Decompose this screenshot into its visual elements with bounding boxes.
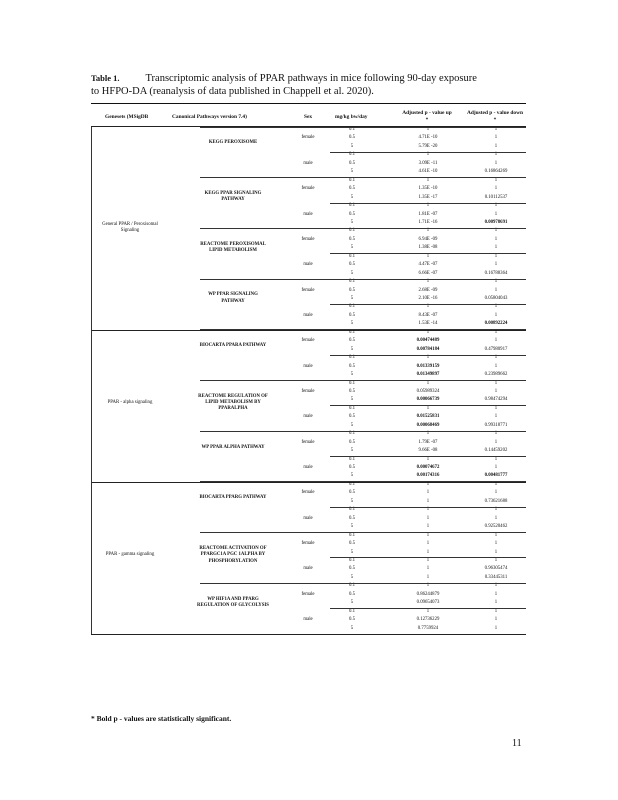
dose-cell: 0.5 xyxy=(349,541,355,547)
adj-p-up-cell: 1 xyxy=(426,566,430,572)
adj-p-down-cell: 1 xyxy=(494,355,498,361)
dose-cell: 5 xyxy=(350,194,354,200)
adj-p-down-cell: 0.00892224 xyxy=(484,321,508,327)
adj-p-up-cell: 1 xyxy=(426,507,430,513)
adj-p-down-cell: 0.00978691 xyxy=(484,219,508,225)
sex-label-female: female xyxy=(301,287,315,293)
adj-p-down-cell: 1 xyxy=(494,279,498,285)
group-name: PPAR - gamma signaling xyxy=(105,551,155,557)
adj-p-up-cell: 0.00074672 xyxy=(416,465,440,470)
pathway-name: BIOCARTA PPARA PATHWAY xyxy=(199,343,267,349)
adj-p-up-cell: 0.00474489 xyxy=(416,338,440,344)
adj-p-down-cell: 1 xyxy=(494,312,498,318)
sex-label-male: male xyxy=(303,566,313,572)
dose-cell: 5 xyxy=(350,625,354,631)
adj-p-up-cell: 1 xyxy=(426,279,430,285)
adj-p-down-cell: 1 xyxy=(494,541,498,547)
dose-cell: 5 xyxy=(350,372,354,378)
dose-cell: 0.1 xyxy=(349,456,355,462)
dose-cell: 0.1 xyxy=(349,329,355,335)
dose-cell: 0.5 xyxy=(349,388,355,394)
header-genesets: Genesets (MSigDB xyxy=(105,114,149,120)
adj-p-up-cell: 1 xyxy=(426,515,430,521)
sex-label-female: female xyxy=(301,591,315,597)
adj-p-down-cell: 1 xyxy=(494,203,498,209)
dose-cell: 0.5 xyxy=(349,515,355,521)
row-divider xyxy=(200,532,526,533)
dose-cell: 0.5 xyxy=(349,414,355,420)
adj-p-down-cell: 1 xyxy=(494,600,498,606)
adj-p-down-cell: 1 xyxy=(494,245,498,251)
adj-p-up-cell: 1 xyxy=(426,541,430,547)
adj-p-down-cell: 1 xyxy=(494,507,498,513)
adj-p-up-cell: 0.05989324 xyxy=(416,388,440,394)
adj-p-up-cell: 1 xyxy=(426,583,430,589)
row-divider xyxy=(200,431,526,432)
dose-cell: 0.1 xyxy=(349,203,355,209)
dose-cell: 5 xyxy=(350,219,354,225)
adj-p-up-cell: 1 xyxy=(426,329,430,335)
adj-p-up-cell: 1 xyxy=(426,498,430,504)
caption-line-1: Transcriptomic analysis of PPAR pathways in mice following 90-day exposure xyxy=(145,73,477,84)
pathway-name: WP PPAR SIGNALING PATHWAY xyxy=(208,292,258,304)
dose-cell: 0.1 xyxy=(349,152,355,158)
dose-cell: 0.1 xyxy=(349,380,355,386)
dose-cell: 0.5 xyxy=(349,566,355,572)
adj-p-down-cell: 1 xyxy=(494,625,498,631)
adj-p-up-cell: 1 xyxy=(426,304,430,310)
dose-cell: 0.5 xyxy=(349,211,355,217)
adj-p-down-cell: 1 xyxy=(494,127,498,132)
row-divider xyxy=(200,127,526,128)
row-divider xyxy=(330,355,526,356)
dose-cell: 0.1 xyxy=(349,431,355,437)
sex-label-female: female xyxy=(301,541,315,547)
dose-cell: 0.5 xyxy=(349,186,355,192)
adj-p-down-cell: 0.99318771 xyxy=(484,422,508,428)
row-divider xyxy=(200,329,526,330)
row-divider xyxy=(330,304,526,305)
sex-label-female: female xyxy=(301,439,315,445)
adj-p-down-cell: 1 xyxy=(494,177,498,183)
adj-p-down-cell: 1 xyxy=(494,414,498,420)
adj-p-down-cell: 1 xyxy=(494,304,498,310)
dose-cell: 0.5 xyxy=(349,617,355,623)
adj-p-down-cell: 0.16864269 xyxy=(484,169,508,175)
adj-p-up-cell: 2.68E -09 xyxy=(418,287,438,293)
adj-p-down-cell: 1 xyxy=(494,465,498,470)
dose-cell: 0.1 xyxy=(349,304,355,310)
row-divider xyxy=(200,380,526,381)
dose-cell: 5 xyxy=(350,574,354,580)
page-number: 11 xyxy=(512,738,522,749)
adj-p-up-cell: 4.71E -10 xyxy=(418,135,438,141)
adj-p-up-cell: 0.00068469 xyxy=(416,422,440,428)
pathway-name: BIOCARTA PPARG PATHWAY xyxy=(199,495,267,501)
adj-p-up-cell: 0.00174316 xyxy=(416,473,440,479)
sex-label-male: male xyxy=(303,312,313,318)
adj-p-up-cell: 0.01525831 xyxy=(416,414,440,420)
adj-p-up-cell: 1 xyxy=(426,557,430,563)
row-divider xyxy=(330,203,526,204)
adj-p-up-cell: 1.35E -17 xyxy=(418,194,438,200)
adj-p-down-cell: 1 xyxy=(494,338,498,344)
sex-label-female: female xyxy=(301,388,315,394)
dose-cell: 5 xyxy=(350,270,354,276)
table-top-rule xyxy=(91,103,526,104)
sex-label-male: male xyxy=(303,262,313,268)
adj-p-up-cell: 1 xyxy=(426,355,430,361)
dose-cell: 5 xyxy=(350,346,354,352)
adj-p-up-cell: 0.12736229 xyxy=(416,617,440,623)
pathway-name: KEGG PPAR SIGNALING PATHWAY xyxy=(204,191,262,203)
dose-cell: 5 xyxy=(350,473,354,479)
adj-p-down-cell: 1 xyxy=(494,211,498,217)
dose-cell: 0.1 xyxy=(349,279,355,285)
sex-label-male: male xyxy=(303,414,313,420)
sex-label-male: male xyxy=(303,363,313,369)
row-divider xyxy=(330,557,526,558)
dose-cell: 0.1 xyxy=(349,177,355,183)
dose-cell: 0.1 xyxy=(349,405,355,411)
adj-p-down-cell: 1 xyxy=(494,363,498,369)
adj-p-down-cell: 1 xyxy=(494,253,498,259)
adj-p-down-cell: 1 xyxy=(494,608,498,614)
adj-p-down-cell: 1 xyxy=(494,515,498,521)
adj-p-down-cell: 0.05804043 xyxy=(484,296,508,301)
adj-p-up-cell: 0.86244879 xyxy=(416,591,440,597)
adj-p-up-cell: 1 xyxy=(426,532,430,538)
dose-cell: 0.1 xyxy=(349,355,355,361)
adj-p-down-cell: 1 xyxy=(494,388,498,394)
dose-cell: 5 xyxy=(350,422,354,428)
adj-p-up-cell: 1 xyxy=(426,549,430,555)
adj-p-up-cell: 1 xyxy=(426,574,430,580)
adj-p-down-cell: 0.00481777 xyxy=(484,473,508,479)
adj-p-up-cell: 0.00784184 xyxy=(416,346,440,352)
dose-cell: 0.1 xyxy=(349,583,355,589)
adj-p-down-cell: 1 xyxy=(494,481,498,487)
adj-p-down-cell: 1 xyxy=(494,549,498,555)
dose-cell: 5 xyxy=(350,549,354,555)
adj-p-down-cell: 0.23989662 xyxy=(484,372,508,378)
dose-cell: 5 xyxy=(350,397,354,403)
sex-label-male: male xyxy=(303,617,313,623)
pathway-name: WP HIF1A AND PPARG REGULATION OF GLYCOLYSIS xyxy=(197,596,269,608)
adj-p-down-cell: 1 xyxy=(494,287,498,293)
adj-p-down-cell: 1 xyxy=(494,380,498,386)
table-label: Table 1. xyxy=(91,73,120,83)
row-divider xyxy=(200,279,526,280)
adj-p-up-cell: 1.38E -08 xyxy=(418,245,438,251)
dose-cell: 0.5 xyxy=(349,262,355,268)
dose-cell: 5 xyxy=(350,245,354,251)
dose-cell: 0.5 xyxy=(349,312,355,318)
adj-p-up-cell: 1 xyxy=(426,490,430,496)
row-divider xyxy=(330,456,526,457)
dose-cell: 0.1 xyxy=(349,507,355,513)
adj-p-up-cell: 6.66E -07 xyxy=(418,270,438,276)
adj-p-up-cell: 1 xyxy=(426,431,430,437)
row-divider xyxy=(200,228,526,229)
adj-p-down-cell: 1 xyxy=(494,583,498,589)
caption-line-2: to HFPO-DA (reanalysis of data published in Chappell et al. 2020). xyxy=(91,86,374,97)
adj-p-down-cell: 0.16788364 xyxy=(484,270,508,276)
header-dose: mg/kg bw/day xyxy=(335,114,368,120)
adj-p-up-cell: 1 xyxy=(426,203,430,209)
header-sex: Sex xyxy=(304,114,313,120)
adj-p-up-cell: 0.00066739 xyxy=(416,397,440,403)
header-pathways: Canonical Pathways version 7.4) xyxy=(172,114,247,120)
dose-cell: 0.5 xyxy=(349,439,355,445)
sex-label-male: male xyxy=(303,515,313,521)
header-adj-p-down: Adjusted p - value down * xyxy=(466,110,523,123)
adj-p-up-cell: 0.01339159 xyxy=(416,363,440,369)
table-left-border xyxy=(91,127,92,634)
adj-p-down-cell: 1 xyxy=(494,490,498,496)
sex-label-female: female xyxy=(301,236,315,242)
row-divider xyxy=(200,481,526,482)
adj-p-up-cell: 0.01349897 xyxy=(416,372,440,378)
adj-p-up-cell: 1.53E -14 xyxy=(418,321,438,327)
adj-p-up-cell: 1 xyxy=(426,380,430,386)
pathway-name: REACTOME ACTIVATION OF PPARGC1A PGC 1ALPHA BY PHOSPHORYLATION xyxy=(199,545,267,564)
adj-p-up-cell: 2.10E -16 xyxy=(418,296,438,301)
row-divider xyxy=(330,405,526,406)
adj-p-down-cell: 1 xyxy=(494,135,498,141)
dose-cell: 0.5 xyxy=(349,135,355,141)
dose-cell: 0.5 xyxy=(349,363,355,369)
dose-cell: 0.1 xyxy=(349,228,355,234)
adj-p-down-cell: 0.73621688 xyxy=(484,498,508,504)
adj-p-up-cell: 1 xyxy=(426,177,430,183)
dose-cell: 5 xyxy=(350,448,354,454)
dose-cell: 0.5 xyxy=(349,236,355,242)
dose-cell: 0.1 xyxy=(349,481,355,487)
adj-p-up-cell: 1 xyxy=(426,253,430,259)
adj-p-down-cell: 1 xyxy=(494,160,498,166)
sex-label-female: female xyxy=(301,186,315,192)
adj-p-up-cell: 9.66E -08 xyxy=(418,448,438,454)
table-caption xyxy=(91,72,521,98)
adj-p-down-cell: 0.47980917 xyxy=(484,346,508,352)
adj-p-down-cell: 1 xyxy=(494,186,498,192)
dose-cell: 0.1 xyxy=(349,532,355,538)
dose-cell: 0.5 xyxy=(349,160,355,166)
adj-p-up-cell: 1 xyxy=(426,456,430,462)
dose-cell: 5 xyxy=(350,169,354,175)
adj-p-down-cell: 1 xyxy=(494,617,498,623)
adj-p-down-cell: 1 xyxy=(494,532,498,538)
footnote: * Bold p - values are statistically significant. xyxy=(91,714,232,723)
adj-p-up-cell: 1.71E -16 xyxy=(418,219,438,225)
adj-p-up-cell: 3.09E -11 xyxy=(418,160,438,166)
adj-p-down-cell: 1 xyxy=(494,431,498,437)
adj-p-up-cell: 1 xyxy=(426,152,430,158)
dose-cell: 0.1 xyxy=(349,127,355,132)
dose-cell: 0.5 xyxy=(349,338,355,344)
row-divider xyxy=(200,583,526,584)
adj-p-down-cell: 1 xyxy=(494,591,498,597)
sex-label-female: female xyxy=(301,490,315,496)
dose-cell: 5 xyxy=(350,600,354,606)
dose-cell: 5 xyxy=(350,321,354,327)
dose-cell: 0.5 xyxy=(349,465,355,470)
adj-p-up-cell: 0.09654073 xyxy=(416,600,440,606)
adj-p-up-cell: 1 xyxy=(426,524,430,530)
adj-p-down-cell: 0.96305474 xyxy=(484,566,508,572)
sex-label-female: female xyxy=(301,338,315,344)
adj-p-up-cell: 4.61E -10 xyxy=(418,169,438,175)
pathway-name: KEGG PEROXISOME xyxy=(208,140,258,146)
group-name: PPAR - alpha signaling xyxy=(107,399,153,405)
row-divider xyxy=(330,152,526,153)
dose-cell: 0.1 xyxy=(349,557,355,563)
adj-p-up-cell: 1 xyxy=(426,228,430,234)
sex-label-male: male xyxy=(303,160,313,166)
sex-label-male: male xyxy=(303,465,313,470)
adj-p-down-cell: 1 xyxy=(494,152,498,158)
adj-p-up-cell: 0.7759924 xyxy=(417,625,439,631)
header-adj-p-up: Adjusted p - value up * xyxy=(402,110,452,123)
adj-p-down-cell: 1 xyxy=(494,557,498,563)
pathway-name: WP PPAR ALPHA PATHWAY xyxy=(201,444,265,450)
adj-p-up-cell: 1 xyxy=(426,481,430,487)
row-divider xyxy=(330,608,526,609)
row-divider xyxy=(200,177,526,178)
dose-cell: 0.5 xyxy=(349,287,355,293)
adj-p-down-cell: 1 xyxy=(494,228,498,234)
row-divider xyxy=(330,253,526,254)
dose-cell: 5 xyxy=(350,143,354,149)
adj-p-down-cell: 0.92520462 xyxy=(484,524,508,530)
dose-cell: 0.5 xyxy=(349,490,355,496)
adj-p-up-cell: 1 xyxy=(426,608,430,614)
dose-cell: 5 xyxy=(350,524,354,530)
adj-p-up-cell: 1 xyxy=(426,405,430,411)
sex-label-female: female xyxy=(301,135,315,141)
adj-p-down-cell: 0.98474294 xyxy=(484,397,508,403)
adj-p-down-cell: 1 xyxy=(494,456,498,462)
adj-p-down-cell: 1 xyxy=(494,143,498,149)
adj-p-down-cell: 1 xyxy=(494,236,498,242)
adj-p-down-cell: 0.14459202 xyxy=(484,448,508,454)
group-separator xyxy=(91,634,526,635)
adj-p-up-cell: 1.81E -07 xyxy=(418,211,438,217)
dose-cell: 5 xyxy=(350,498,354,504)
dose-cell: 0.5 xyxy=(349,591,355,597)
pathway-name: REACTOME PEROXISOMAL LIPID METABOLISM xyxy=(200,241,266,254)
dose-cell: 5 xyxy=(350,296,354,301)
dose-cell: 0.1 xyxy=(349,608,355,614)
adj-p-down-cell: 1 xyxy=(494,439,498,445)
adj-p-up-cell: 1 xyxy=(426,127,430,132)
adj-p-down-cell: 0.33445311 xyxy=(484,574,508,580)
adj-p-up-cell: 1.35E -10 xyxy=(418,186,438,192)
adj-p-up-cell: 6.94E -09 xyxy=(418,236,438,242)
adj-p-up-cell: 5.79E -20 xyxy=(418,143,438,149)
adj-p-up-cell: 4.47E -07 xyxy=(418,262,438,268)
adj-p-down-cell: 1 xyxy=(494,262,498,268)
sex-label-male: male xyxy=(303,211,313,217)
adj-p-up-cell: 8.43E -07 xyxy=(418,312,438,318)
pathway-name: REACTOME REGULATION OF LIPID METABOLISM BY PPARALPHA xyxy=(198,393,268,412)
group-name: General PPAR / Peroxisomal Signaling xyxy=(102,222,158,234)
adj-p-down-cell: 1 xyxy=(494,405,498,411)
dose-cell: 0.1 xyxy=(349,253,355,259)
adj-p-up-cell: 1.79E -07 xyxy=(418,439,438,445)
row-divider xyxy=(330,507,526,508)
adj-p-down-cell: 0.10112537 xyxy=(484,194,508,200)
adj-p-down-cell: 1 xyxy=(494,329,498,335)
